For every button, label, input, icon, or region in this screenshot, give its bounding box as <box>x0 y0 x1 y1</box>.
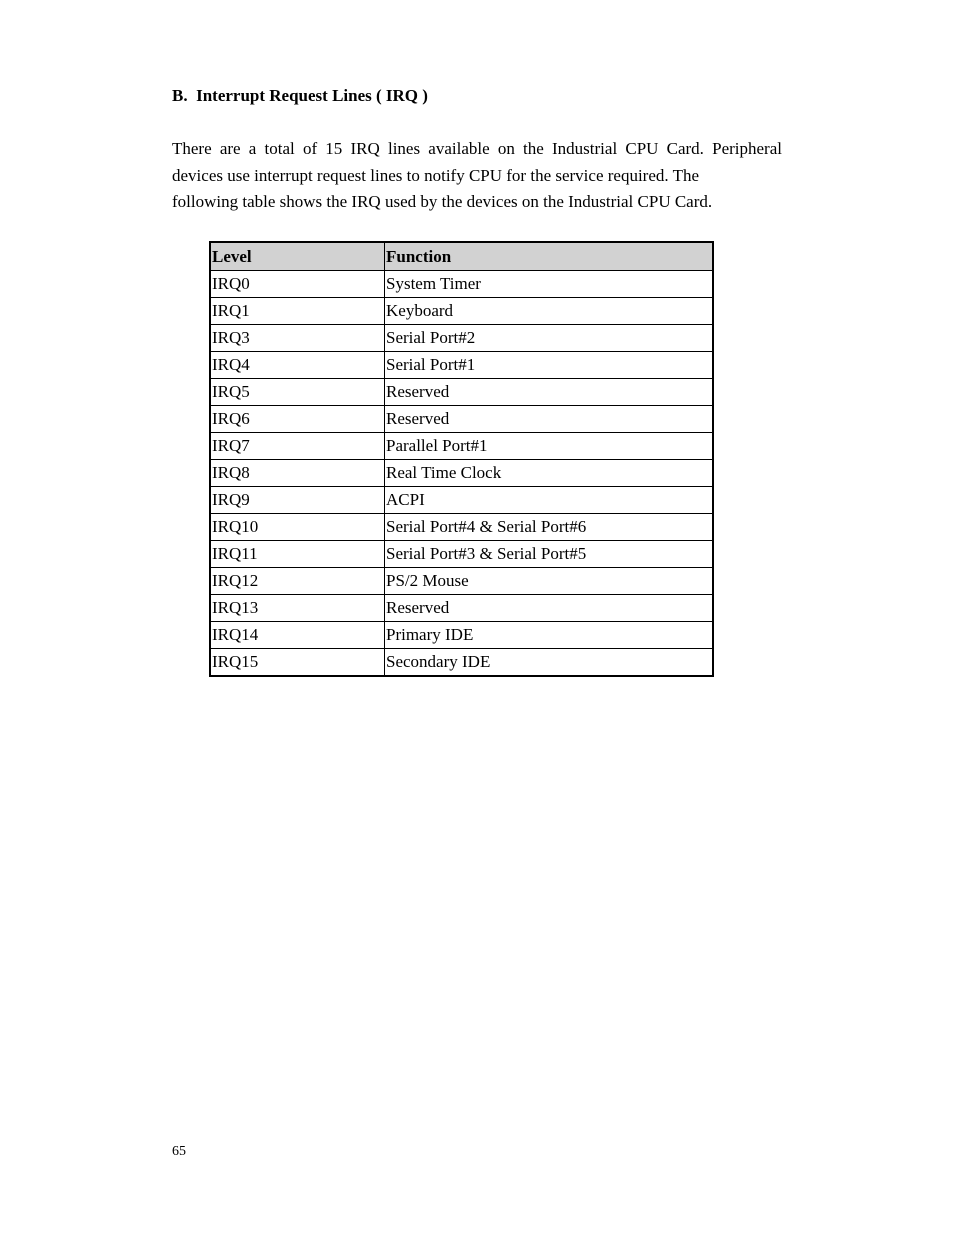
irq-level-cell: IRQ11 <box>210 541 385 568</box>
table-row <box>210 433 713 460</box>
table-row <box>210 379 713 406</box>
irq-level-cell: IRQ8 <box>210 460 385 487</box>
irq-function-cell: Primary IDE <box>385 622 714 649</box>
table-header-row <box>210 242 713 271</box>
irq-level-cell: IRQ12 <box>210 568 385 595</box>
table-row <box>210 649 713 677</box>
table-row <box>210 568 713 595</box>
irq-level-cell: IRQ4 <box>210 352 385 379</box>
irq-function-cell: Keyboard <box>385 298 714 325</box>
table-row <box>210 514 713 541</box>
irq-function-cell: Serial Port#4 & Serial Port#6 <box>385 514 714 541</box>
table-row <box>210 352 713 379</box>
table-row <box>210 541 713 568</box>
irq-function-cell: PS/2 Mouse <box>385 568 714 595</box>
irq-level-cell: IRQ9 <box>210 487 385 514</box>
irq-function-cell: Reserved <box>385 595 714 622</box>
irq-level-cell: IRQ6 <box>210 406 385 433</box>
intro-line: following table shows the IRQ used by the devices on the Industrial CPU Card. <box>172 192 713 211</box>
page-number: 65 <box>172 1144 186 1159</box>
irq-function-cell: Reserved <box>385 406 714 433</box>
table-row <box>210 595 713 622</box>
table-row <box>210 298 713 325</box>
irq-function-cell: Real Time Clock <box>385 460 714 487</box>
irq-level-cell: IRQ10 <box>210 514 385 541</box>
irq-function-cell: Serial Port#1 <box>385 352 714 379</box>
irq-level-cell: IRQ15 <box>210 649 385 677</box>
section-heading: B. Interrupt Request Lines ( IRQ ) <box>172 86 428 105</box>
table-row <box>210 460 713 487</box>
irq-function-cell: ACPI <box>385 487 714 514</box>
irq-level-cell: IRQ0 <box>210 271 385 298</box>
intro-paragraph <box>172 136 782 216</box>
irq-function-cell: Serial Port#2 <box>385 325 714 352</box>
irq-function-cell: Parallel Port#1 <box>385 433 714 460</box>
intro-line: There are a total of 15 IRQ lines available on the Industrial CPU Card. Peripheral <box>172 139 782 158</box>
table-row <box>210 271 713 298</box>
irq-level-cell: IRQ14 <box>210 622 385 649</box>
irq-function-cell: System Timer <box>385 271 714 298</box>
table-row <box>210 406 713 433</box>
irq-level-cell: IRQ13 <box>210 595 385 622</box>
irq-level-cell: IRQ5 <box>210 379 385 406</box>
irq-function-cell: Serial Port#3 & Serial Port#5 <box>385 541 714 568</box>
irq-level-cell: IRQ3 <box>210 325 385 352</box>
irq-function-cell: Secondary IDE <box>385 649 714 677</box>
table-row <box>210 325 713 352</box>
irq-level-cell: IRQ7 <box>210 433 385 460</box>
intro-line: devices use interrupt request lines to notify CPU for the service required. The <box>172 165 700 185</box>
column-header-level: Level <box>210 242 385 271</box>
irq-level-cell: IRQ1 <box>210 298 385 325</box>
table-row <box>210 487 713 514</box>
irq-function-cell: Reserved <box>385 379 714 406</box>
table-row <box>210 622 713 649</box>
irq-table <box>209 241 714 677</box>
column-header-function: Function <box>385 242 714 271</box>
